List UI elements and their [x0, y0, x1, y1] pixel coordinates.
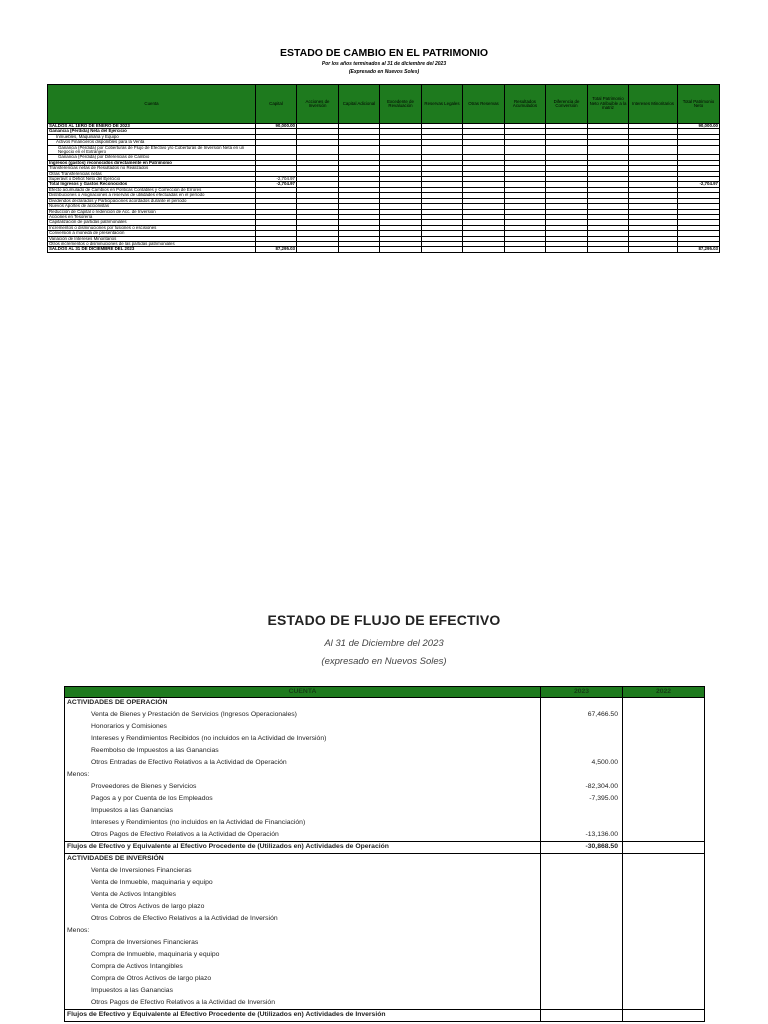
- cashflow-row-label: Intereses y Rendimientos Recibidos (no incluidos en la Actividad de Inversión): [65, 734, 541, 746]
- equity-cell: [588, 247, 629, 252]
- cashflow-row-2023: -7,395.00: [541, 794, 623, 806]
- cashflow-row-2022: [623, 962, 705, 974]
- cashflow-row-label: Venta de Inmueble, maquinaria y equipo: [65, 878, 541, 890]
- equity-header-acciones-inversion: Acciones de Inversión: [297, 85, 339, 124]
- cashflow-row-label: ACTIVIDADES DE INVERSIÓN: [65, 854, 541, 866]
- cashflow-row-2022: [623, 974, 705, 986]
- cashflow-row-2023: [541, 698, 623, 710]
- cashflow-row-2022: [623, 818, 705, 830]
- cashflow-row-2022: [623, 758, 705, 770]
- cashflow-row-label: Menos:: [65, 770, 541, 782]
- equity-cell: [380, 145, 422, 155]
- cashflow-row: [65, 806, 705, 818]
- cashflow-row-2023: [541, 746, 623, 758]
- cashflow-row-2022: [623, 998, 705, 1010]
- cashflow-row: [65, 866, 705, 878]
- equity-header-cuenta: Cuenta: [48, 85, 256, 124]
- cashflow-row: [65, 854, 705, 866]
- equity-row-capital: -2,704.97: [256, 182, 297, 187]
- cashflow-row-2023: [541, 914, 623, 926]
- cashflow-row-label: Venta de Inversiones Financieras: [65, 866, 541, 878]
- cashflow-row-2023: [541, 902, 623, 914]
- cashflow-statement-currency: (expresado en Nuevos Soles): [321, 656, 447, 667]
- equity-cell: [380, 247, 422, 252]
- cashflow-table: [64, 686, 705, 1022]
- equity-cell: [505, 145, 546, 155]
- equity-table: [47, 84, 720, 253]
- equity-cell: [546, 145, 588, 155]
- cashflow-row: [65, 938, 705, 950]
- cashflow-row-2022: [623, 710, 705, 722]
- cashflow-row: [65, 818, 705, 830]
- cashflow-header-cuenta: CUENTA: [65, 687, 541, 698]
- cashflow-row: [65, 734, 705, 746]
- cashflow-row-2022: [623, 782, 705, 794]
- cashflow-row: [65, 974, 705, 986]
- cashflow-row-2022: [623, 890, 705, 902]
- cashflow-row-2022: [623, 926, 705, 938]
- cashflow-row-2023: -82,304.00: [541, 782, 623, 794]
- cashflow-row: [65, 986, 705, 998]
- cashflow-row: [65, 782, 705, 794]
- equity-row: [48, 145, 720, 155]
- cashflow-row: [65, 962, 705, 974]
- equity-header-capital: Capital: [256, 85, 297, 124]
- cashflow-row-label: ACTIVIDADES DE OPERACIÓN: [65, 698, 541, 710]
- cashflow-row: [65, 722, 705, 734]
- equity-header-row: [48, 85, 720, 124]
- cashflow-row: [65, 914, 705, 926]
- cashflow-row-2022: [623, 878, 705, 890]
- cashflow-header-2023: 2023: [541, 687, 623, 698]
- cashflow-row-2022: [623, 734, 705, 746]
- cashflow-row-label: Reembolso de Impuestos a las Ganancias: [65, 746, 541, 758]
- equity-cell: [339, 145, 380, 155]
- cashflow-row-2023: [541, 926, 623, 938]
- equity-row-label: Distribuciones o Asignaciones a reservas de utilidades efectuadas en el período: [48, 193, 256, 198]
- cashflow-row-2022: [623, 842, 705, 854]
- equity-cell: [505, 247, 546, 252]
- cashflow-row-2023: [541, 974, 623, 986]
- cashflow-row: [65, 770, 705, 782]
- cashflow-row: [65, 794, 705, 806]
- equity-row-total: 90,000.00: [678, 124, 720, 129]
- equity-row-label: Inmuebles, Maquinaria y Equipo: [48, 134, 256, 139]
- equity-row-label: Dividendos declarados y Participaciones acordados durante el período: [48, 198, 256, 203]
- cashflow-row: [65, 1010, 705, 1022]
- equity-row-label: Ganancia (Pérdida) por Coberturas de Flujo de Efectivo y/o Coberturas de Inversión Neta en un Negocio en el Extranjero: [48, 145, 256, 155]
- equity-row-total: 87,295.03: [678, 247, 720, 252]
- cashflow-row-label: Venta de Activos Intangibles: [65, 890, 541, 902]
- cashflow-row-label: Menos:: [65, 926, 541, 938]
- cashflow-row: [65, 758, 705, 770]
- equity-cell: [422, 247, 463, 252]
- cashflow-row-label: Pagos a y por Cuenta de los Empleados: [65, 794, 541, 806]
- equity-row-label: Otros incrementos o disminuciones de las partidas patrimoniales: [48, 241, 256, 246]
- cashflow-row: [65, 950, 705, 962]
- equity-row-label: Acciones en Tesorería: [48, 214, 256, 219]
- cashflow-row-2022: [623, 830, 705, 842]
- cashflow-statement-date: Al 31 de Diciembre del 2023: [324, 638, 444, 649]
- cashflow-row-2023: 4,500.00: [541, 758, 623, 770]
- equity-cell: [422, 145, 463, 155]
- cashflow-row-2023: -30,868.50: [541, 842, 623, 854]
- cashflow-row-2022: [623, 914, 705, 926]
- equity-header-otras-reservas: Otras Reservas: [463, 85, 505, 124]
- cashflow-row-2022: [623, 806, 705, 818]
- cashflow-row-2023: [541, 890, 623, 902]
- cashflow-row-2022: [623, 854, 705, 866]
- cashflow-row-2022: [623, 986, 705, 998]
- cashflow-row-2023: [541, 866, 623, 878]
- equity-cell: [297, 247, 339, 252]
- equity-row-label: Otras Transferencias netas: [48, 171, 256, 176]
- cashflow-row-label: Otros Pagos de Efectivo Relativos a la Actividad de Operación: [65, 830, 541, 842]
- cashflow-row-2022: [623, 722, 705, 734]
- equity-cell: [463, 247, 505, 252]
- cashflow-row: [65, 830, 705, 842]
- equity-header-intereses-minoritarios: Intereses Minoritarios: [629, 85, 678, 124]
- equity-row-capital: -2,704.97: [256, 177, 297, 182]
- cashflow-row-2022: [623, 938, 705, 950]
- equity-row-capital: [256, 145, 297, 155]
- cashflow-row-label: Impuestos a las Ganancias: [65, 806, 541, 818]
- cashflow-row-2022: [623, 698, 705, 710]
- equity-row-label: Total Ingresos y Gastos Reconocidos: [48, 182, 256, 187]
- cashflow-row-2023: [541, 938, 623, 950]
- cashflow-header-row: [65, 687, 705, 698]
- equity-header-total-atribuible: Total Patrimonio Neto Atribuible a la matriz: [588, 85, 629, 124]
- cashflow-row-label: Proveedores de Bienes y Servicios: [65, 782, 541, 794]
- cashflow-statement-title: ESTADO DE FLUJO DE EFECTIVO: [267, 612, 501, 628]
- cashflow-row-2022: [623, 1010, 705, 1022]
- equity-header-reservas-legales: Reservas Legales: [422, 85, 463, 124]
- equity-statement-currency: (Expresado en Nuevos Soles): [348, 69, 420, 75]
- equity-row-total: -2,704.97: [678, 182, 720, 187]
- cashflow-row-2023: [541, 1010, 623, 1022]
- equity-row-label: Incrementos o disminuciones por fusiones o escisiones: [48, 225, 256, 230]
- cashflow-row-2022: [623, 950, 705, 962]
- cashflow-row-label: Impuestos a las Ganancias: [65, 986, 541, 998]
- cashflow-row-2023: [541, 878, 623, 890]
- equity-header-diferencia-conversion: Diferencia de Conversión: [546, 85, 588, 124]
- cashflow-row-label: Compra de Otros Activos de largo plazo: [65, 974, 541, 986]
- equity-row-label: Ingresos (gastos) reconocidos directamente en Patrimonio: [48, 160, 256, 165]
- equity-row-label: Ganancia (Pérdida) por Diferencias de Cambio: [48, 155, 256, 160]
- cashflow-row-2023: -13,136.00: [541, 830, 623, 842]
- equity-row-label: Reducción de Capital o redención de Acc. de Inversión: [48, 209, 256, 214]
- cashflow-row-label: Otros Entradas de Efectivo Relativos a la Actividad de Operación: [65, 758, 541, 770]
- cashflow-row-2022: [623, 770, 705, 782]
- cashflow-row: [65, 710, 705, 722]
- equity-row-total: [678, 145, 720, 155]
- equity-cell: [297, 145, 339, 155]
- cashflow-row-label: Otros Cobros de Efectivo Relativos a la Actividad de Inversión: [65, 914, 541, 926]
- cashflow-row-2023: [541, 962, 623, 974]
- cashflow-row: [65, 746, 705, 758]
- cashflow-row: [65, 902, 705, 914]
- equity-row: [48, 247, 720, 252]
- equity-cell: [339, 247, 380, 252]
- cashflow-row-2023: [541, 734, 623, 746]
- cashflow-row-2023: [541, 722, 623, 734]
- cashflow-row: [65, 698, 705, 710]
- cashflow-row-label: Flujos de Efectivo y Equivalente al Efectivo Procedente de (Utilizados en) Actividades de Inversión: [65, 1010, 541, 1022]
- cashflow-row-2023: [541, 998, 623, 1010]
- cashflow-row-label: Compra de Inmueble, maquinaria y equipo: [65, 950, 541, 962]
- equity-row-capital: 87,295.03: [256, 247, 297, 252]
- equity-row-label: SALDOS AL 1ERO DE ENERO DE 2023: [48, 124, 256, 129]
- cashflow-row-label: Intereses y Rendimientos (no incluidos en la Actividad de Financiación): [65, 818, 541, 830]
- equity-row-label: Conversión a moneda de presentación: [48, 231, 256, 236]
- equity-row-label: Transferencias netas de Resultados no Realizados: [48, 166, 256, 171]
- equity-cell: [546, 247, 588, 252]
- cashflow-row-2023: [541, 818, 623, 830]
- cashflow-row: [65, 842, 705, 854]
- cashflow-row-label: Honorarios y Comisiones: [65, 722, 541, 734]
- cashflow-row-label: Compra de Inversiones Financieras: [65, 938, 541, 950]
- cashflow-header-2022: 2022: [623, 687, 705, 698]
- equity-row-label: Efecto acumulado de Cambios en Políticas Contables y Corrección de Errores: [48, 187, 256, 192]
- cashflow-row-2022: [623, 902, 705, 914]
- equity-row-label: Ganancia (Pérdida) Neta del Ejercicio: [48, 129, 256, 134]
- equity-row-label: SALDOS AL 31 DE DICIEMBRE DEL 2023: [48, 247, 256, 252]
- cashflow-row-2023: [541, 806, 623, 818]
- equity-row-label: Nuevos Aportes de accionistas: [48, 204, 256, 209]
- equity-cell: [629, 145, 678, 155]
- equity-header-resultados-acumulados: Resultados Acumulados: [505, 85, 546, 124]
- cashflow-row-label: Venta de Otros Activos de largo plazo: [65, 902, 541, 914]
- cashflow-row-2022: [623, 746, 705, 758]
- equity-row-label: Superávit o Déficit Neto del Ejercicio: [48, 177, 256, 182]
- cashflow-row-2023: 67,466.50: [541, 710, 623, 722]
- equity-row-label: Capitalización de partidas patrimoniales: [48, 220, 256, 225]
- cashflow-row-2022: [623, 866, 705, 878]
- cashflow-row-label: Flujos de Efectivo y Equivalente al Efectivo Procedente de (Utilizados en) Actividades de Operación: [65, 842, 541, 854]
- equity-row-label: Activos Financieros disponibles para la Venta: [48, 140, 256, 145]
- equity-cell: [629, 247, 678, 252]
- equity-statement-period: Por los años terminados al 31 de diciembre del 2023: [321, 61, 447, 67]
- cashflow-row: [65, 926, 705, 938]
- cashflow-row-2022: [623, 794, 705, 806]
- equity-cell: [463, 145, 505, 155]
- cashflow-row-2023: [541, 950, 623, 962]
- equity-header-capital-adicional: Capital Adicional: [339, 85, 380, 124]
- cashflow-row-label: Venta de Bienes y Prestación de Servicios (Ingresos Operacionales): [65, 710, 541, 722]
- cashflow-row-2023: [541, 854, 623, 866]
- equity-cell: [588, 145, 629, 155]
- cashflow-row-2023: [541, 986, 623, 998]
- equity-statement-title: ESTADO DE CAMBIO EN EL PATRIMONIO: [279, 47, 489, 59]
- equity-row-capital: 90,000.00: [256, 124, 297, 129]
- cashflow-row-2023: [541, 770, 623, 782]
- cashflow-row: [65, 878, 705, 890]
- cashflow-row: [65, 890, 705, 902]
- cashflow-row-label: Otros Pagos de Efectivo Relativos a la Actividad de Inversión: [65, 998, 541, 1010]
- equity-header-total-patrimonio: Total Patrimonio Neto: [678, 85, 720, 124]
- cashflow-row-label: Compra de Activos Intangibles: [65, 962, 541, 974]
- equity-header-excedente-revaluacion: Excedente de Revaluación: [380, 85, 422, 124]
- cashflow-row: [65, 998, 705, 1010]
- equity-row-label: Variación de Intereses Minoritarios: [48, 236, 256, 241]
